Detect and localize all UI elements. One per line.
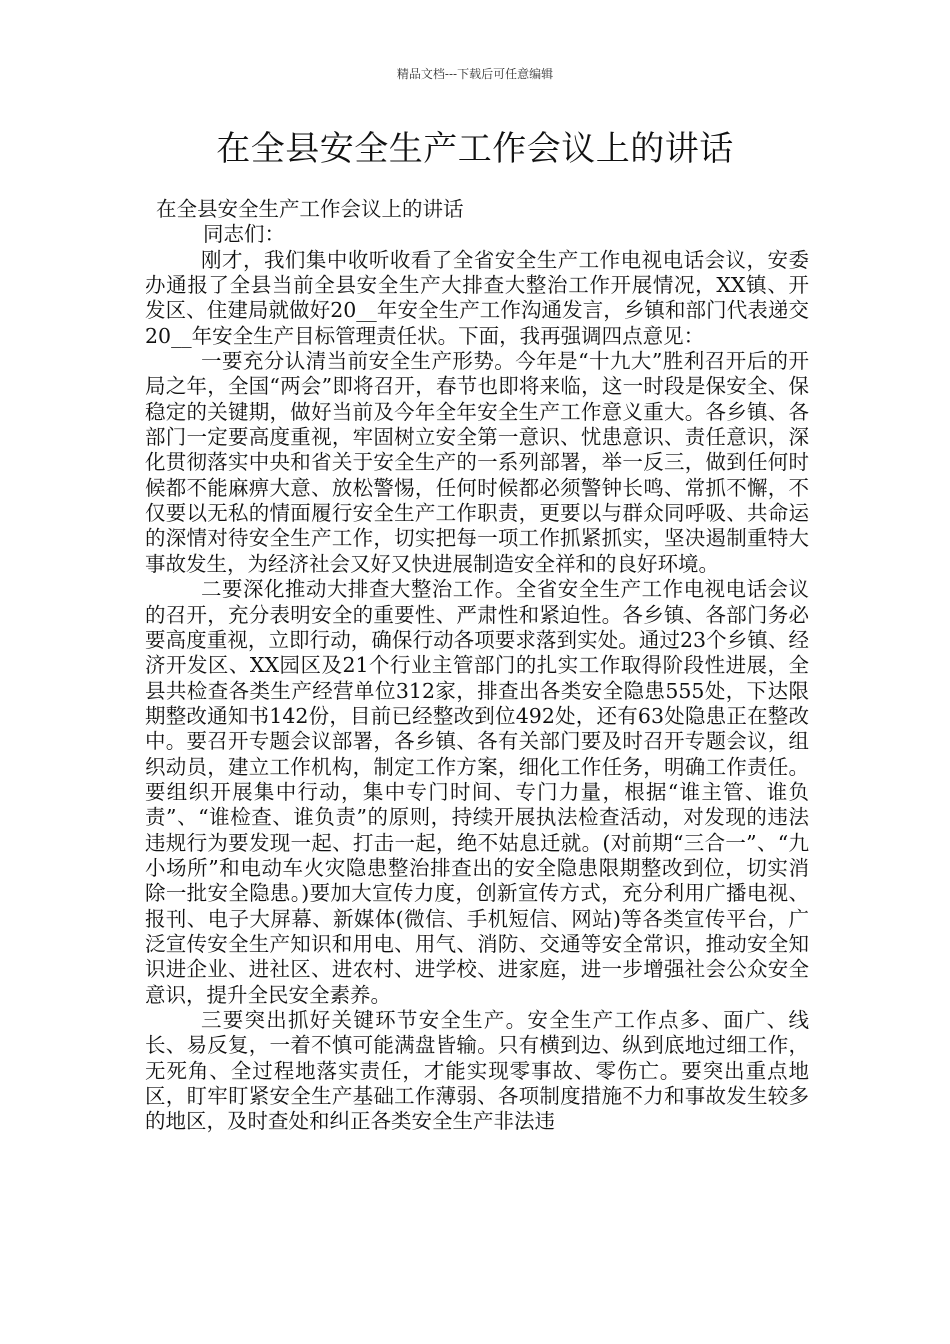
salutation: 同志们：: [203, 222, 285, 247]
paragraph-point-two: 二要深化推动大排查大整治工作。全省安全生产工作电视电话会议的召开，充分表明安全的重要性、严肃性和紧迫性。各乡镇、各部门务必要高度重视，立即行动，确保行动各项要求落到实处。通过23个乡镇、经济开发区、XX园区及21个行业主管部门的扎实工作取得阶段性进展，全县共检查各类生产经营单位312家，排查出各类安全隐患555处，下达限期整改通知书142份，目前已经整改到位492处，还有63处隐患正在整改中。要召开专题会议部署，各乡镇、各有关部门要及时召开专题会议，组织动员，建立工作机构，制定工作方案，细化工作任务，明确工作责任。要组织开展集中行动，集中专门时间、专门力量，根据“谁主管、谁负责”、“谁检查、谁负责”的原则，持续开展执法检查活动，对发现的违法违规行为要发现一起、打击一起，绝不姑息迁就。(对前期“三合一”、“九小场所”和电动车火灾隐患整治排查出的安全隐患限期整改到位，切实消除一批安全隐患。)要加大宣传力度，创新宣传方式，充分利用广播电视、报刊、电子大屏幕、新媒体(微信、手机短信、网站)等各类宣传平台，广泛宣传安全生产知识和用电、用气、消防、交通等安全常识，推动安全知识进企业、进社区、进农村、进学校、进家庭，进一步增强社会公众安全意识，提升全民安全素养。: [145, 577, 809, 1007]
document-title: 在全县安全生产工作会议上的讲话: [216, 129, 734, 169]
document-body: [145, 197, 809, 1135]
paragraph-point-three: 三要突出抓好关键环节安全生产。安全生产工作点多、面广、线长、易反复，一着不慎可能满盘皆输。只有横到边、纵到底地过细工作，无死角、全过程地落实责任，才能实现零事故、零伤亡。要突出重点地区，盯牢盯紧安全生产基础工作薄弱、各项制度措施不力和事故发生较多的地区，及时查处和纠正各类安全生产非法违: [145, 1008, 809, 1134]
header-note: 精品文档---下载后可任意编辑: [396, 67, 554, 81]
paragraph-point-one: 一要充分认清当前安全生产形势。今年是“十九大”胜利召开后的开局之年，全国“两会”即将召开，春节也即将来临，这一时段是保安全、保稳定的关键期，做好当前及今年全年安全生产工作意义重大。各乡镇、各部门一定要高度重视，牢固树立安全第一意识、忧患意识、责任意识，深化贯彻落实中央和省关于安全生产的一系列部署，举一反三，做到任何时候都不能麻痹大意、放松警惕，任何时候都必须警钟长鸣、常抓不懈，不仅要以无私的情面履行安全生产工作职责，更要以与群众同呼吸、共命运的深情对待安全生产工作，切实把每一项工作抓紧抓实，坚决遏制重特大事故发生，为经济社会又好又快进展制造安全祥和的良好环境。: [145, 349, 809, 576]
document-subtitle: 在全县安全生产工作会议上的讲话: [156, 197, 464, 221]
paragraph-opening: 刚才，我们集中收听收看了全省安全生产工作电视电话会议，安委办通报了全县当前全县安全生产大排查大整治工作开展情况，XX镇、开发区、住建局就做好20__年安全生产工作沟通发言，乡镇和部门代表递交20__年安全生产目标管理责任状。下面，我再强调四点意见：: [145, 247, 809, 348]
